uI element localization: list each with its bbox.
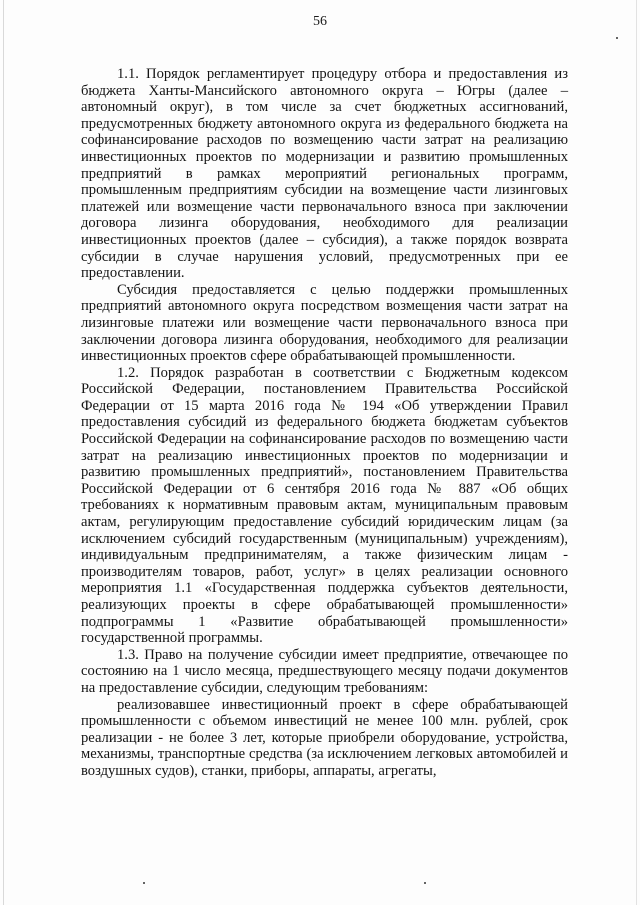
scan-speck xyxy=(616,37,618,39)
scan-speck xyxy=(143,882,145,884)
document-body xyxy=(81,66,568,780)
paragraph-requirement: реализовавшее инвестиционный проект в сфере обрабатывающей промышленности с объемом инвестиций не менее 100 млн. рублей, срок реализации - не более 3 лет, которые приобрели оборудование, устройства, механизмы, транспортные средства (за исключением легковых автомобилей и воздушных судов), станки, приборы, аппараты, агрегаты, xyxy=(81,696,568,779)
scan-edge-right xyxy=(636,0,637,905)
paragraph-subsidy-purpose: Субсидия предоставляется с целью поддержки промышленных предприятий автономного округа посредством возмещения части затрат на лизинговые платежи или возмещение части первоначального взноса при заключении договора лизинга оборудования, необходимого для реализации инвестиционных проектов сфере обрабатывающей промышленности. xyxy=(81,281,568,365)
page-number: 56 xyxy=(313,14,327,29)
paragraph-1-2: 1.2. Порядок разработан в соответствии с Бюджетным кодексом Российской Федерации, постановлением Правительства Российской Федерации от 15 марта 2016 года № 194 «Об утверждении Правил предоставления субсидий из федерального бюджета бюджетам субъектов Российской Федерации на софинансирование расходов по возмещению части затрат на реализацию инвестиционных проектов по модернизации и развитию промышленных предприятий», постановлением Правительства Российской Федерации от 6 сентября 2016 года № 887 «Об общих требованиях к нормативным правовым актам, муниципальным правовым актам, регулирующим предоставление субсидий юридическим лицам (за исключением субсидий государственным (муниципальным) учреждениям), индивидуальным предпринимателям, а также физическим лицам - производителям товаров, работ, услуг» в целях реализации основного мероприятия 1.1 «Государственная поддержка субъектов деятельности, реализующих проекты в сфере обрабатывающей промышленности» подпрограммы 1 «Развитие обрабатывающей промышленности» государственной программы. xyxy=(81,364,568,647)
paragraph-1-3: 1.3. Право на получение субсидии имеет предприятие, отвечающее по состоянию на 1 число месяца, предшествующего месяцу подачи документов на предоставление субсидии, следующим требованиям: xyxy=(81,646,568,696)
paragraph-1-1: 1.1. Порядок регламентирует процедуру отбора и предоставления из бюджета Ханты-Мансийского автономного округа – Югры (далее – автономный округ), в том числе за счет бюджетных ассигнований, предусмотренных бюджету автономного округа из федерального бюджета на софинансирование расходов по возмещению части затрат на реализацию инвестиционных проектов по модернизации и развитию промышленных предприятий в рамках мероприятий региональных программ, промышленным предприятиям субсидии на возмещение части лизинговых платежей или возмещение части первоначального взноса при заключении договора лизинга оборудования, необходимого для реализации инвестиционных проектов (далее – субсидия), а также порядок возврата субсидии в случае нарушения условий, предусмотренных при ее предоставлении. xyxy=(81,66,568,282)
scan-speck xyxy=(424,882,426,884)
scan-edge-left xyxy=(3,0,4,905)
